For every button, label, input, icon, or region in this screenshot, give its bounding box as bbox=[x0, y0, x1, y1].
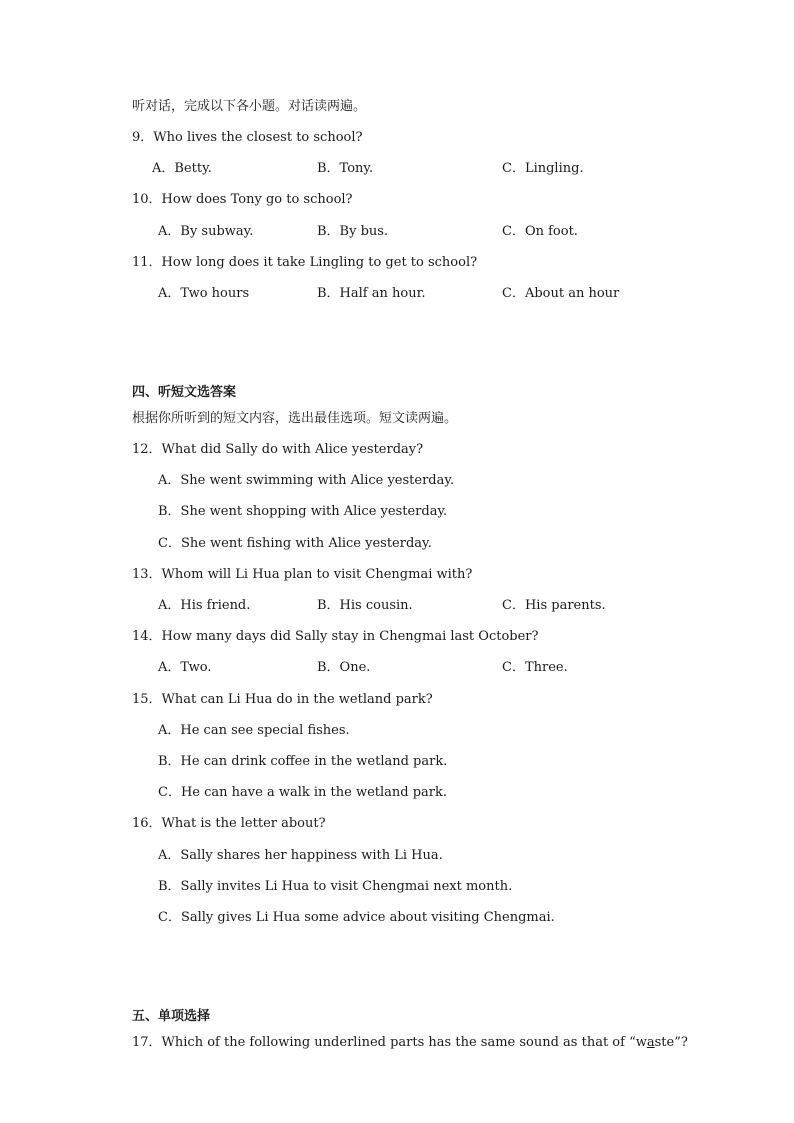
question-12-option-c: C．She went fishing with Alice yesterday. bbox=[158, 536, 432, 551]
section3-instruction: 听对话，完成以下各小题。对话读两遍。 bbox=[132, 99, 367, 114]
question-9-option-a: A．Betty. bbox=[152, 161, 212, 176]
question-12-option-b: B．She went shopping with Alice yesterday. bbox=[158, 504, 448, 519]
section4-instruction: 根据你所听到的短文内容，选出最佳选项。短文读两遍。 bbox=[132, 411, 458, 426]
question-16-option-b: B．Sally invites Li Hua to visit Chengmai next month. bbox=[158, 879, 513, 894]
section5-title: 五、单项选择 bbox=[132, 1009, 211, 1024]
question-13-stem: 13．Whom will Li Hua plan to visit Chengmai with? bbox=[132, 567, 473, 582]
question-16-option-c: C．Sally gives Li Hua some advice about visiting Chengmai. bbox=[158, 910, 555, 925]
question-11-option-b: B．Half an hour. bbox=[317, 286, 426, 301]
question-15-stem: 15．What can Li Hua do in the wetland park? bbox=[132, 692, 433, 707]
question-11-option-c: C．About an hour bbox=[502, 286, 620, 301]
question-15-option-c: C．He can have a walk in the wetland park. bbox=[158, 785, 448, 800]
question-17-suffix: ste”? bbox=[654, 1035, 688, 1050]
section4-title: 四、听短文选答案 bbox=[132, 385, 237, 400]
question-12-option-a: A．She went swimming with Alice yesterday. bbox=[158, 473, 455, 488]
question-17-prefix: 17．Which of the following underlined parts has the same sound as that of “w bbox=[132, 1035, 647, 1050]
question-13-option-b: B．His cousin. bbox=[317, 598, 413, 613]
question-15-option-b: B．He can drink coffee in the wetland park. bbox=[158, 754, 448, 769]
question-9-stem: 9．Who lives the closest to school? bbox=[132, 130, 363, 145]
question-10-option-c: C．On foot. bbox=[502, 224, 578, 239]
question-15-option-a: A．He can see special fishes. bbox=[158, 723, 350, 738]
question-13-option-c: C．His parents. bbox=[502, 598, 606, 613]
question-10-option-b: B．By bus. bbox=[317, 224, 389, 239]
question-10-stem: 10．How does Tony go to school? bbox=[132, 192, 353, 207]
question-11-option-a: A．Two hours bbox=[158, 286, 250, 301]
question-17-underlined-letter: a bbox=[646, 1035, 655, 1050]
question-11-stem: 11．How long does it take Lingling to get to school? bbox=[132, 255, 478, 270]
question-10-option-a: A．By subway. bbox=[158, 224, 254, 239]
question-14-option-a: A．Two. bbox=[158, 660, 212, 675]
question-16-option-a: A．Sally shares her happiness with Li Hua. bbox=[158, 848, 443, 863]
question-14-stem: 14．How many days did Sally stay in Chengmai last October? bbox=[132, 629, 539, 644]
question-13-option-a: A．His friend. bbox=[158, 598, 251, 613]
question-12-stem: 12．What did Sally do with Alice yesterday? bbox=[132, 442, 424, 457]
question-9-option-c: C．Lingling. bbox=[502, 161, 584, 176]
question-9-option-b: B．Tony. bbox=[317, 161, 374, 176]
question-14-option-b: B．One. bbox=[317, 660, 371, 675]
question-14-option-c: C．Three. bbox=[502, 660, 568, 675]
question-17-stem bbox=[132, 1034, 688, 1052]
question-16-stem: 16．What is the letter about? bbox=[132, 816, 326, 831]
